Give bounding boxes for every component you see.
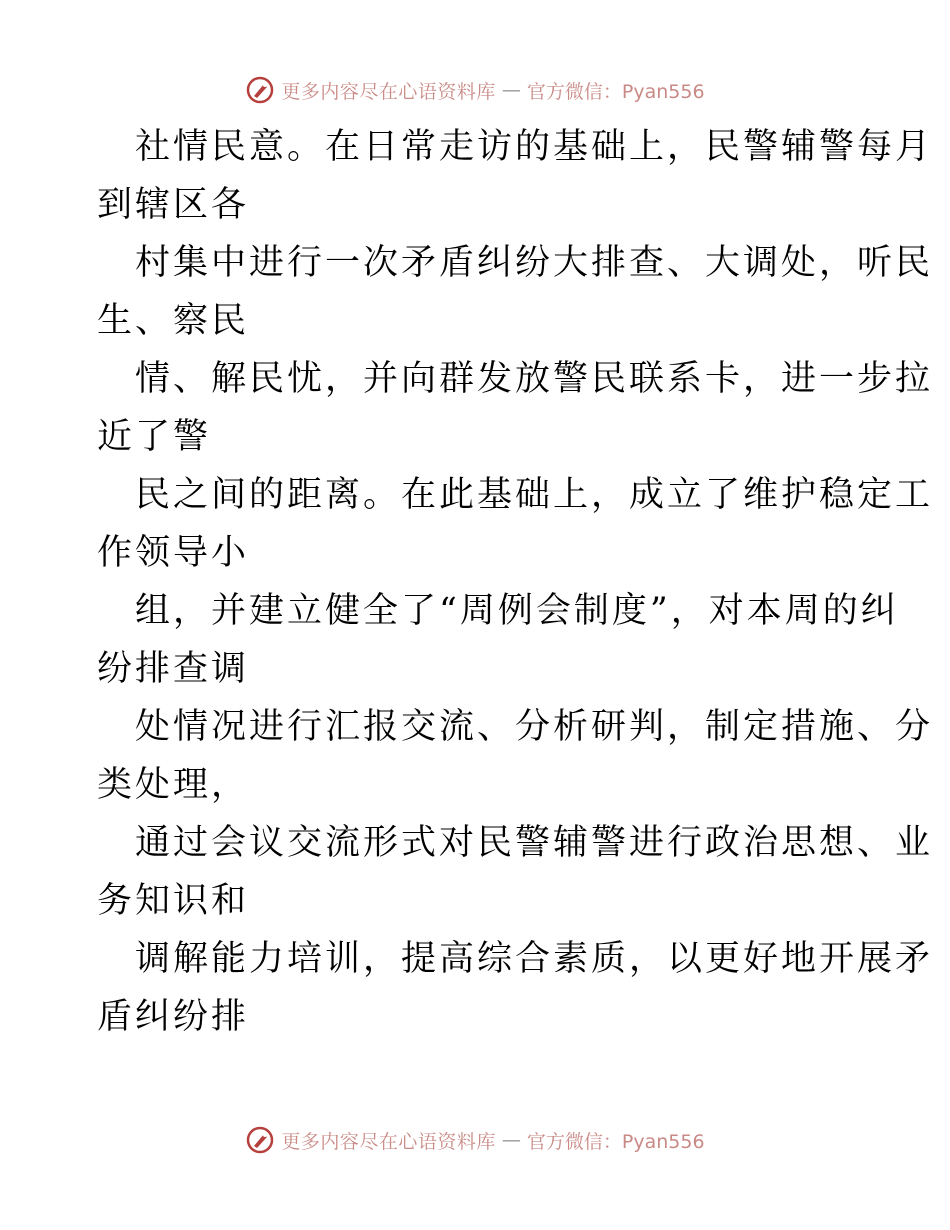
watermark-contact-text: 官方微信：Pyan556 (526, 80, 705, 103)
watermark-site-text: 更多内容尽在心语资料库 (281, 1130, 496, 1153)
paragraph-line: 民之间的距离。在此基础上，成立了维护稳定工 (135, 475, 934, 515)
paragraph-line: 纷排查调 (97, 649, 250, 689)
paragraph-line: 盾纠纷排 (97, 997, 250, 1037)
paragraph-line: 社情民意。在日常走访的基础上，民警辅警每月 (135, 127, 934, 167)
paragraph (97, 234, 934, 350)
paragraph-line: 务知识和 (97, 881, 250, 921)
watermark-site-text: 更多内容尽在心语资料库 (281, 80, 496, 103)
paragraph (97, 582, 899, 698)
watermark-contact-text: 官方微信：Pyan556 (526, 1130, 705, 1153)
header-watermark (0, 73, 950, 107)
paragraph (97, 814, 934, 930)
paragraph (97, 350, 934, 466)
paragraph (97, 466, 934, 582)
paragraph (97, 698, 934, 814)
watermark-separator: — (501, 79, 521, 101)
document-body (97, 118, 934, 1046)
paragraph-line: 处情况进行汇报交流、分析研判，制定措施、分 (135, 707, 934, 747)
paragraph-line: 近了警 (97, 417, 212, 457)
paragraph-line: 作领导小 (97, 533, 250, 573)
paragraph-line: 情、解民忧，并向群发放警民联系卡，进一步拉 (135, 359, 934, 399)
watermark-separator: — (501, 1129, 521, 1151)
pen-nib-circle-icon (245, 75, 275, 105)
paragraph (97, 118, 934, 234)
footer-watermark (0, 1123, 950, 1157)
paragraph-line: 村集中进行一次矛盾纠纷大排查、大调处，听民 (135, 243, 934, 283)
paragraph-line: 生、察民 (97, 301, 250, 341)
paragraph-line: 到辖区各 (97, 185, 250, 225)
paragraph-line: 通过会议交流形式对民警辅警进行政治思想、业 (135, 823, 934, 863)
pen-nib-circle-icon (245, 1125, 275, 1155)
paragraph-line: 类处理， (97, 765, 250, 805)
paragraph-line: 组，并建立健全了“周例会制度”，对本周的纠 (135, 591, 899, 631)
paragraph (97, 930, 934, 1046)
paragraph-line: 调解能力培训，提高综合素质，以更好地开展矛 (135, 939, 934, 979)
